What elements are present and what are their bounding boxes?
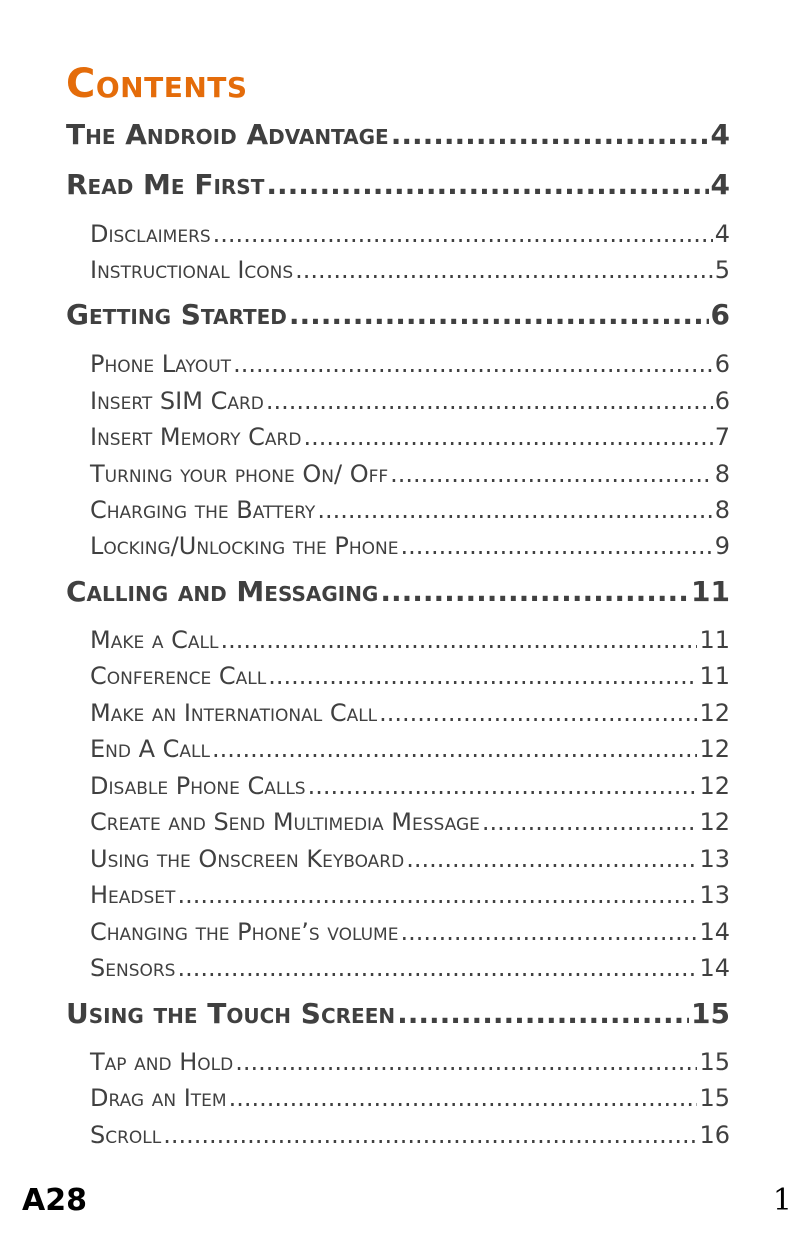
leader-dots: [163, 1121, 697, 1149]
toc-label: Insert Memory Card: [90, 423, 302, 451]
leader-dots: [213, 220, 713, 248]
toc-label: Getting Started: [66, 298, 287, 331]
leader-dots: [482, 808, 698, 836]
toc-page-number: 15: [691, 997, 730, 1030]
toc-page-number: 4: [714, 220, 730, 248]
toc-page-number: 13: [699, 881, 730, 909]
toc-subsection[interactable]: [90, 532, 730, 560]
model-name: A28: [22, 1183, 87, 1218]
toc-label: Instructional Icons: [90, 256, 294, 284]
leader-dots: [380, 575, 689, 608]
toc-label: Scroll: [90, 1121, 162, 1149]
toc-subsection[interactable]: [90, 662, 730, 690]
toc-section[interactable]: [66, 168, 730, 201]
leader-dots: [229, 1084, 698, 1112]
toc-subsection[interactable]: [90, 881, 730, 909]
toc-label: Using the Onscreen Keyboard: [90, 845, 405, 873]
page-number: 1: [772, 1183, 792, 1218]
toc-subsection[interactable]: [90, 496, 730, 524]
toc-label: Phone Layout: [90, 350, 232, 378]
leader-dots: [390, 460, 713, 488]
leader-dots: [295, 256, 713, 284]
leader-dots: [220, 626, 697, 654]
toc-section[interactable]: [66, 298, 730, 331]
toc-page-number: 6: [714, 350, 730, 378]
toc-label: Locking/Unlocking the Phone: [90, 532, 399, 560]
toc-page-number: 12: [699, 735, 730, 763]
toc-label: Create and Send Multimedia Message: [90, 808, 480, 836]
toc-subsection[interactable]: [90, 626, 730, 654]
toc-page-number: 15: [699, 1048, 730, 1076]
leader-dots: [400, 532, 712, 560]
toc-page-number: 8: [714, 460, 730, 488]
toc-label: Disclaimers: [90, 220, 211, 248]
toc-page-number: 5: [714, 256, 730, 284]
toc-page-number: 13: [699, 845, 730, 873]
leader-dots: [266, 387, 713, 415]
toc-label: Make an International Call: [90, 699, 378, 727]
leader-dots: [391, 118, 709, 151]
toc-page-number: 9: [714, 532, 730, 560]
leader-dots: [266, 168, 708, 201]
toc-label: Disable Phone Calls: [90, 772, 306, 800]
toc-page-number: 8: [714, 496, 730, 524]
toc-page-number: 12: [699, 699, 730, 727]
toc-page-number: 16: [699, 1121, 730, 1149]
toc-subsection[interactable]: [90, 1121, 730, 1149]
toc-label: Read Me First: [66, 168, 265, 201]
toc-page-number: 4: [710, 118, 730, 151]
toc-page-number: 11: [691, 575, 730, 608]
leader-dots: [397, 997, 689, 1030]
leader-dots: [212, 735, 697, 763]
toc-page-number: 15: [699, 1084, 730, 1112]
leader-dots: [233, 350, 713, 378]
toc-subsection[interactable]: [90, 954, 730, 982]
leader-dots: [235, 1048, 697, 1076]
leader-dots: [177, 954, 697, 982]
toc-page-number: 7: [714, 423, 730, 451]
toc-subsection[interactable]: [90, 387, 730, 415]
toc-subsection[interactable]: [90, 423, 730, 451]
leader-dots: [268, 662, 697, 690]
toc-label: Headset: [90, 881, 176, 909]
toc-label: Calling and Messaging: [66, 575, 379, 608]
leader-dots: [317, 496, 712, 524]
toc-page-number: 12: [699, 772, 730, 800]
toc-label: Tap and Hold: [90, 1048, 234, 1076]
toc-page-number: 12: [699, 808, 730, 836]
toc-page-number: 6: [710, 298, 730, 331]
leader-dots: [400, 918, 697, 946]
toc-subsection[interactable]: [90, 1048, 730, 1076]
toc-subsection[interactable]: [90, 735, 730, 763]
leader-dots: [379, 699, 697, 727]
toc-label: The Android Advantage: [66, 118, 389, 151]
toc-label: Conference Call: [90, 662, 267, 690]
toc-section[interactable]: [66, 575, 730, 608]
toc-label: Make a Call: [90, 626, 219, 654]
leader-dots: [406, 845, 697, 873]
contents-title: Contents: [66, 61, 248, 107]
toc-subsection[interactable]: [90, 350, 730, 378]
toc-subsection[interactable]: [90, 699, 730, 727]
toc-label: Charging the Battery: [90, 496, 316, 524]
toc-page-number: 14: [699, 918, 730, 946]
toc-page-number: 6: [714, 387, 730, 415]
toc-subsection[interactable]: [90, 808, 730, 836]
toc-subsection[interactable]: [90, 460, 730, 488]
toc-label: Drag an Item: [90, 1084, 227, 1112]
toc-subsection[interactable]: [90, 845, 730, 873]
toc-subsection[interactable]: [90, 918, 730, 946]
toc-label: Changing the Phone’s volume: [90, 918, 399, 946]
toc-label: Insert SIM Card: [90, 387, 264, 415]
toc-subsection[interactable]: [90, 772, 730, 800]
leader-dots: [308, 772, 698, 800]
toc-label: Using the Touch Screen: [66, 997, 396, 1030]
toc-label: End A Call: [90, 735, 210, 763]
toc-label: Turning your phone On/ Off: [90, 460, 389, 488]
toc-subsection[interactable]: [90, 256, 730, 284]
toc-section[interactable]: [66, 118, 730, 151]
leader-dots: [289, 298, 709, 331]
toc-page-number: 14: [699, 954, 730, 982]
toc-label: Sensors: [90, 954, 176, 982]
toc-page-number: 11: [699, 662, 730, 690]
toc-subsection[interactable]: [90, 220, 730, 248]
toc-page-number: 4: [710, 168, 730, 201]
leader-dots: [177, 881, 697, 909]
leader-dots: [303, 423, 712, 451]
toc-section[interactable]: [66, 997, 730, 1030]
toc-page-number: 11: [699, 626, 730, 654]
toc-subsection[interactable]: [90, 1084, 730, 1112]
